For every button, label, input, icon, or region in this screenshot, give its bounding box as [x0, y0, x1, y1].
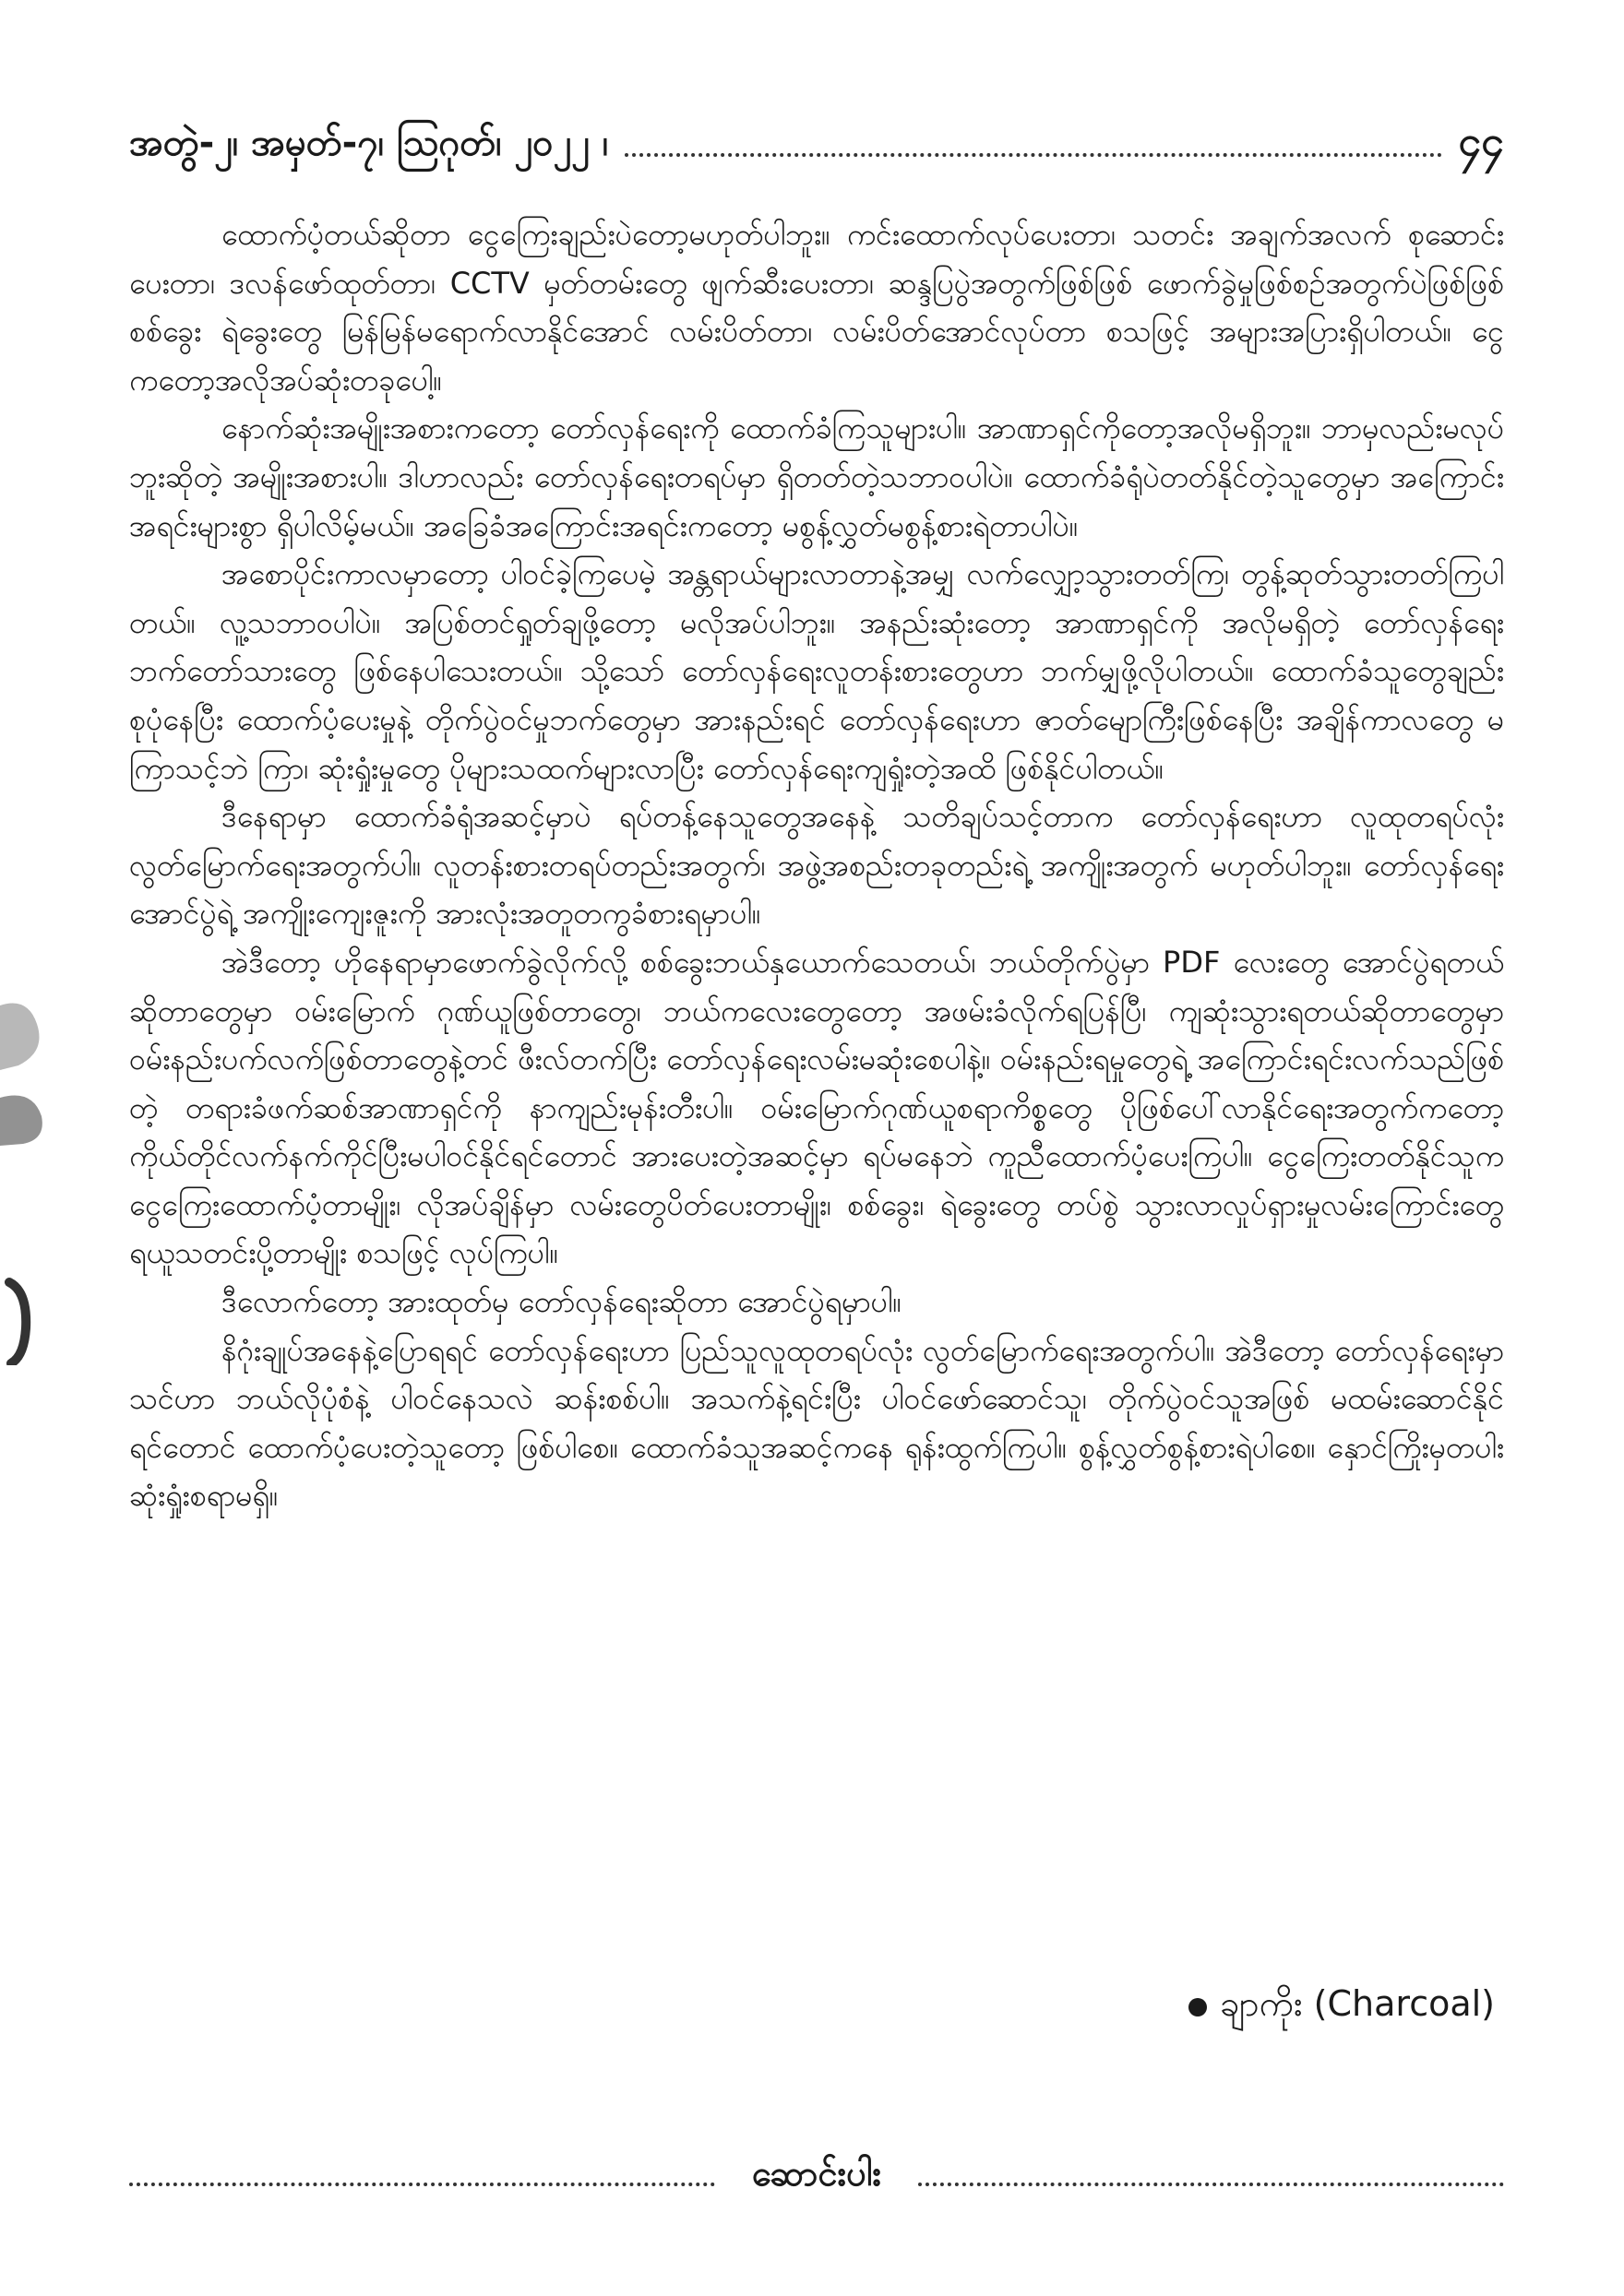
- paragraph: အဲဒီတော့ ဟိုနေရာမှာဖောက်ခွဲလိုက်လို့ စစ်ခွေးဘယ်နှယောက်သေတယ်၊ ဘယ်တိုက်ပွဲမှာ PDF လေးတွေ အောင်ပွဲရတယ် ဆိုတာတွေမှာ ဝမ်းမြောက် ဂုဏ်ယူဖြစ်တာတွေ၊ ဘယ်ကလေးတွေတော့ အဖမ်းခံလိုက်ရပြန်ပြီ၊ ကျဆုံးသွားရတယ်ဆိုတာတွေမှာ ဝမ်းနည်းပက်လက်ဖြစ်တာတွေနဲ့တင် ဖီးလ်တက်ပြီး တော်လှန်ရေးလမ်းမဆုံးစေပါနဲ့။ ဝမ်းနည်းရမှုတွေရဲ့ အကြောင်းရင်းလက်သည်ဖြစ်တဲ့ တရားခံဖက်ဆစ်အာဏာရှင်ကို နာကျည်းမုန်းတီးပါ။ ဝမ်းမြောက်ဂုဏ်ယူစရာကိစ္စတွေ ပိုဖြစ်ပေါ်လာနိုင်ရေးအတွက်ကတော့ ကိုယ်တိုင်လက်နက်ကိုင်ပြီးမပါဝင်နိုင်ရင်တောင် အားပေးတဲ့အဆင့်မှာ ရပ်မနေဘဲ ကူညီထောက်ပံ့ပေးကြပါ။ ငွေကြေးတတ်နိုင်သူက ငွေကြေးထောက်ပံ့တာမျိုး၊ လိုအပ်ချိန်မှာ လမ်းတွေပိတ်ပေးတာမျိုး၊ စစ်ခွေး၊ ရဲခွေးတွေ တပ်စွဲ သွားလာလှုပ်ရှားမှုလမ်းကြောင်းတွေ ရယူသတင်းပို့တာမျိုး စသဖြင့် လုပ်ကြပါ။: [129, 944, 1504, 1271]
- paragraph: နောက်ဆုံးအမျိုးအစားကတော့ တော်လှန်ရေးကို ထောက်ခံကြသူများပါ။ အာဏာရှင်ကိုတော့အလိုမရှိဘူး။ ဘာမှလည်းမလုပ်ဘူးဆိုတဲ့ အမျိုးအစားပါ။ ဒါဟာလည်း တော်လှန်ရေးတရပ်မှာ ရှိတတ်တဲ့သဘာဝပါပဲ။ ထောက်ခံရုံပဲတတ်နိုင်တဲ့သူတွေမှာ အကြောင်းအရင်းများစွာ ရှိပါလိမ့်မယ်။ အခြေခံအကြောင်းအရင်းကတော့ မစွန့်လွှတ်မစွန့်စားရဲတာပါပဲ။: [129, 410, 1504, 543]
- author-name: ချာကိုး (Charcoal): [1219, 1983, 1495, 2024]
- bullet-icon: [1188, 1998, 1207, 2016]
- page-header: [129, 109, 1504, 183]
- paragraph: နိဂုံးချုပ်အနေနဲ့ပြောရရင် တော်လှန်ရေးဟာ ပြည်သူလူထုတရပ်လုံး လွတ်မြောက်ရေးအတွက်ပါ။ အဲဒီတော့ တော်လှန်ရေးမှာ သင်ဟာ ဘယ်လိုပုံစံနဲ့ ပါဝင်နေသလဲ ဆန်းစစ်ပါ။ အသက်နဲ့ရင်းပြီး ပါဝင်ဖော်ဆောင်သူ၊ တိုက်ပွဲဝင်သူအဖြစ် မထမ်းဆောင်နိုင်ရင်တောင် ထောက်ပံ့ပေးတဲ့သူတော့ ဖြစ်ပါစေ။ ထောက်ခံသူအဆင့်ကနေ ရုန်းထွက်ကြပါ။ စွန့်လွှတ်စွန့်စားရဲပါစေ။ နှောင်ကြိုးမှတပါး ဆုံးရှုံးစရာမရှိ။: [129, 1332, 1504, 1514]
- paragraph: အစောပိုင်းကာလမှာတော့ ပါဝင်ခဲ့ကြပေမဲ့ အန္တရာယ်များလာတာနဲ့အမျှ လက်လျှော့သွားတတ်ကြ၊ တွန့်ဆုတ်သွားတတ်ကြပါတယ်။ လူ့သဘာဝပါပဲ။ အပြစ်တင်ရှုတ်ချဖို့တော့ မလိုအပ်ပါဘူး။ အနည်းဆုံးတော့ အာဏာရှင်ကို အလိုမရှိတဲ့ တော်လှန်ရေးဘက်တော်သားတွေ ဖြစ်နေပါသေးတယ်။ သို့သော် တော်လှန်ရေးလူတန်းစားတွေဟာ ဘက်မျှဖို့လိုပါတယ်။ ထောက်ခံသူတွေချည်း စုပုံနေပြီး ထောက်ပံ့ပေးမှုနဲ့ တိုက်ပွဲဝင်မှုဘက်တွေမှာ အားနည်းရင် တော်လှန်ရေးဟာ ဇာတ်မျောကြီးဖြစ်နေပြီး အချိန်ကာလတွေ မကြာသင့်ဘဲ ကြာ၊ ဆုံးရှုံးမှုတွေ ပိုများသထက်များလာပြီး တော်လှန်ရေးကျရှုံးတဲ့အထိ ဖြစ်နိုင်ပါတယ်။: [129, 556, 1504, 786]
- page-footer: [129, 2149, 1504, 2205]
- section-label: ဆောင်းပါး: [751, 2153, 882, 2194]
- issue-info: အတွဲ-၂၊ အမှတ်-၇၊ ဩဂုတ်၊ ၂၀၂၂ ၊: [129, 121, 609, 164]
- paragraph: ဒီလောက်တော့ အားထုတ်မှ တော်လှန်ရေးဆိုတာ အောင်ပွဲရမှာပါ။: [221, 1284, 902, 1320]
- edge-decoration-icon: [0, 978, 54, 1365]
- paragraph: ဒီနေရာမှာ ထောက်ခံရုံအဆင့်မှာပဲ ရပ်တန့်နေသူတွေအနေနဲ့ သတိချပ်သင့်တာက တော်လှန်ရေးဟာ လူထုတရပ်လုံး လွတ်မြောက်ရေးအတွက်ပါ။ လူတန်းစားတရပ်တည်းအတွက်၊ အဖွဲ့အစည်းတခုတည်းရဲ့ အကျိုးအတွက် မဟုတ်ပါဘူး။ တော်လှန်ရေးအောင်ပွဲရဲ့ အကျိုးကျေးဇူးကို အားလုံးအတူတကွခံစားရမှာပါ။: [129, 799, 1505, 932]
- page-number: ၄၄: [1458, 118, 1504, 165]
- article-body: [129, 210, 1504, 1520]
- paragraph: ထောက်ပံ့တယ်ဆိုတာ ငွေကြေးချည်းပဲတော့မဟုတ်ပါဘူး။ ကင်းထောက်လုပ်ပေးတာ၊ သတင်း အချက်အလက် စုဆောင်းပေးတာ၊ ဒလန်ဖော်ထုတ်တာ၊ CCTV မှတ်တမ်းတွေ ဖျက်ဆီးပေးတာ၊ ဆန္ဒပြပွဲအတွက်ဖြစ်ဖြစ် ဖောက်ခွဲမှုဖြစ်စဉ်အတွက်ပဲဖြစ်ဖြစ် စစ်ခွေး ရဲခွေးတွေ မြန်မြန်မရောက်လာနိုင်အောင် လမ်းပိတ်တာ၊ လမ်းပိတ်အောင်လုပ်တာ စသဖြင့် အများအပြားရှိပါတယ်။ ငွေကတော့အလိုအပ်ဆုံးတခုပေါ့။: [129, 217, 1504, 398]
- author-byline: [1188, 1981, 1495, 2033]
- footer-dotted-rule-right: [918, 2183, 1504, 2186]
- header-dotted-rule: [625, 153, 1441, 157]
- footer-dotted-rule-left: [129, 2183, 715, 2186]
